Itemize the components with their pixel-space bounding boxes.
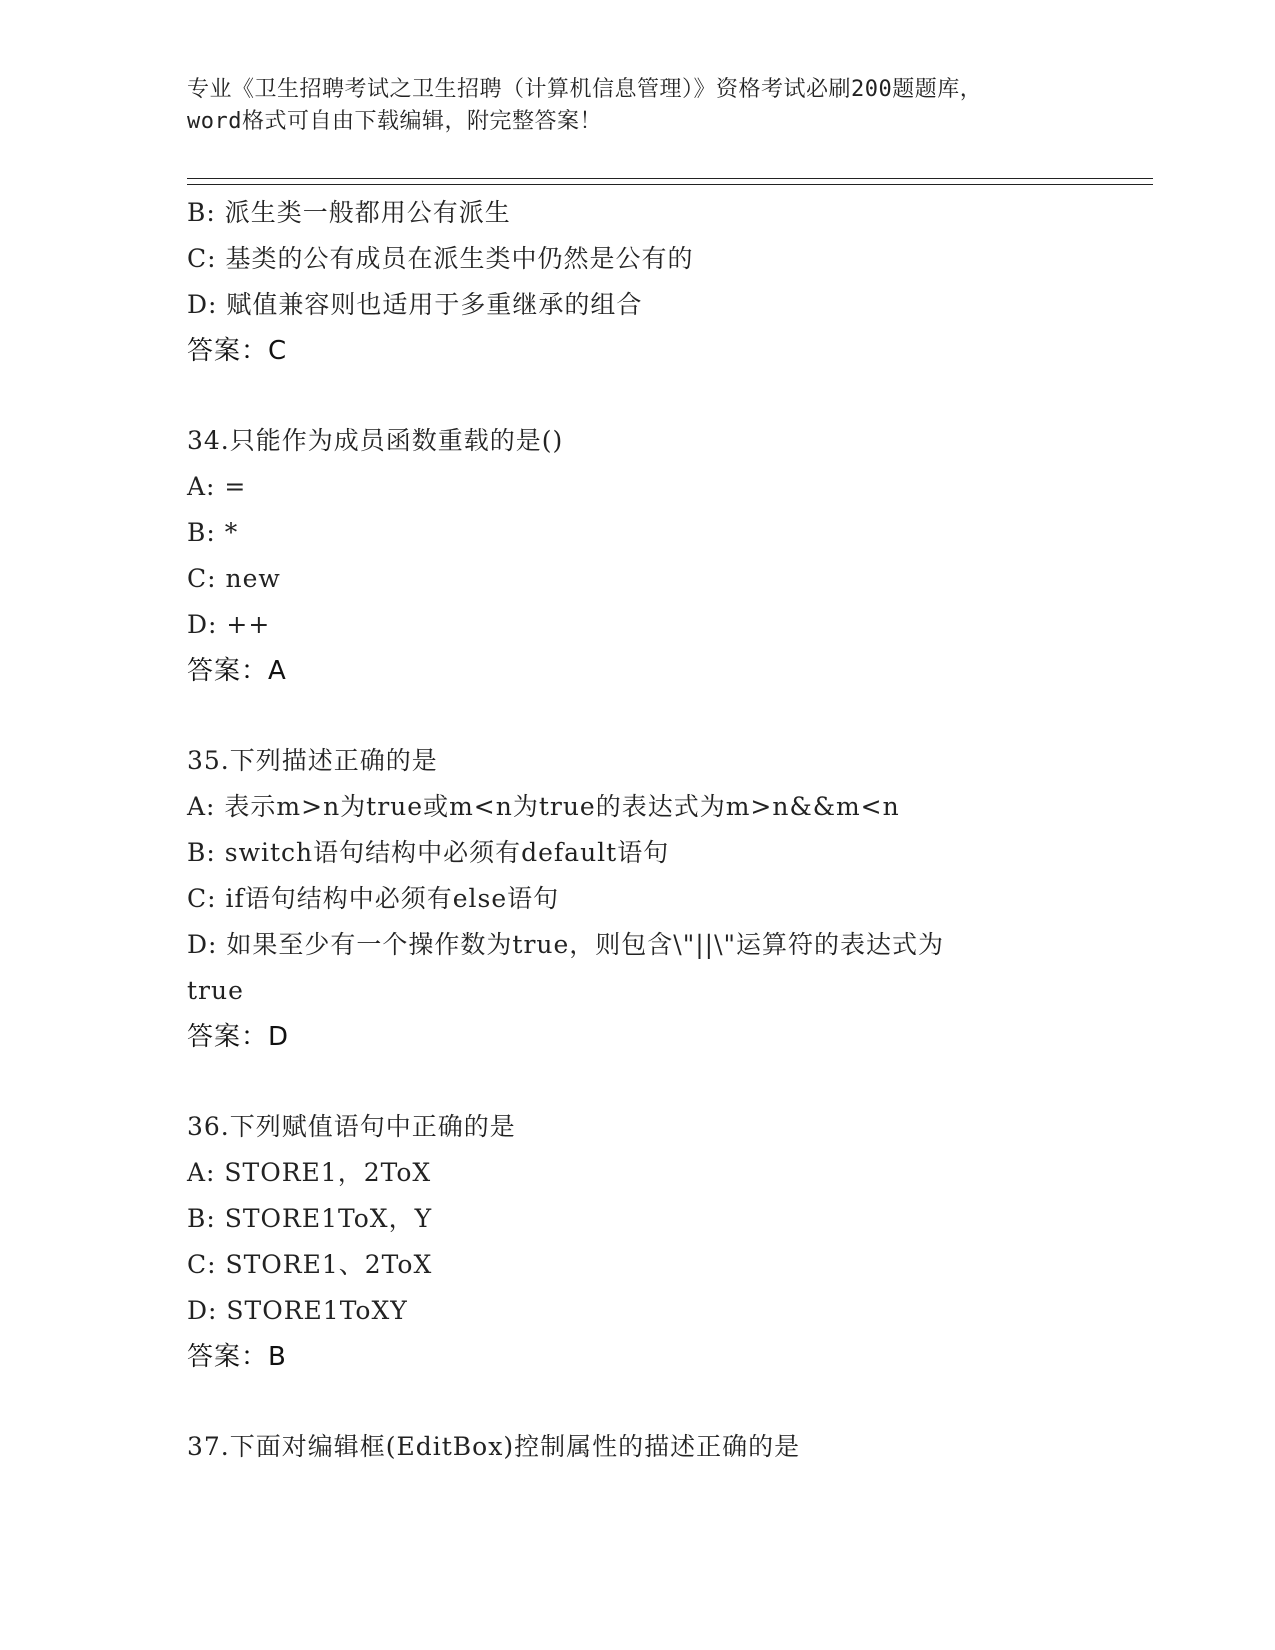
option-a: A: 表示m>n为true或m<n为true的表达式为m>n&&m<n — [187, 792, 900, 821]
option-a: A: = — [187, 472, 247, 501]
question-content — [187, 190, 1087, 1470]
question-title: 36.下列赋值语句中正确的是 — [187, 1112, 516, 1141]
header-title-line1: 专业《卫生招聘考试之卫生招聘（计算机信息管理）》资格考试必刷200题题库， — [187, 77, 983, 102]
option-b: B: switch语句结构中必须有default语句 — [187, 838, 670, 867]
option-c: C: new — [187, 564, 281, 593]
spacer — [187, 694, 1087, 738]
header-title-line2: word格式可自由下载编辑，附完整答案！ — [187, 109, 602, 134]
header-divider-bottom — [187, 184, 1153, 185]
answer-line: 答案：D — [187, 1022, 290, 1052]
option-c: C: STORE1、2ToX — [187, 1250, 433, 1279]
option-b: B: * — [187, 518, 239, 547]
question-title: 35.下列描述正确的是 — [187, 746, 438, 775]
answer-line: 答案：A — [187, 656, 287, 686]
option-c: C: 基类的公有成员在派生类中仍然是公有的 — [187, 244, 694, 273]
option-d: D: 赋值兼容则也适用于多重继承的组合 — [187, 290, 643, 319]
spacer — [187, 374, 1087, 418]
option-b: B: 派生类一般都用公有派生 — [187, 198, 511, 227]
question-title: 37.下面对编辑框(EditBox)控制属性的描述正确的是 — [187, 1432, 801, 1461]
spacer — [187, 1060, 1087, 1104]
option-b: B: STORE1ToX，Y — [187, 1204, 433, 1233]
option-c: C: if语句结构中必须有else语句 — [187, 884, 560, 913]
spacer — [187, 1380, 1087, 1424]
option-d-continuation: true — [187, 976, 244, 1005]
option-d: D: 如果至少有一个操作数为true，则包含\"||\"运算符的表达式为 — [187, 930, 944, 959]
option-a: A: STORE1，2ToX — [187, 1158, 432, 1187]
option-d: D: ++ — [187, 610, 271, 639]
answer-line: 答案：C — [187, 336, 288, 366]
document-header — [187, 74, 1087, 138]
option-d: D: STORE1ToXY — [187, 1296, 408, 1325]
header-divider-top — [187, 178, 1153, 179]
answer-line: 答案：B — [187, 1342, 287, 1372]
question-title: 34.只能作为成员函数重载的是() — [187, 426, 564, 455]
